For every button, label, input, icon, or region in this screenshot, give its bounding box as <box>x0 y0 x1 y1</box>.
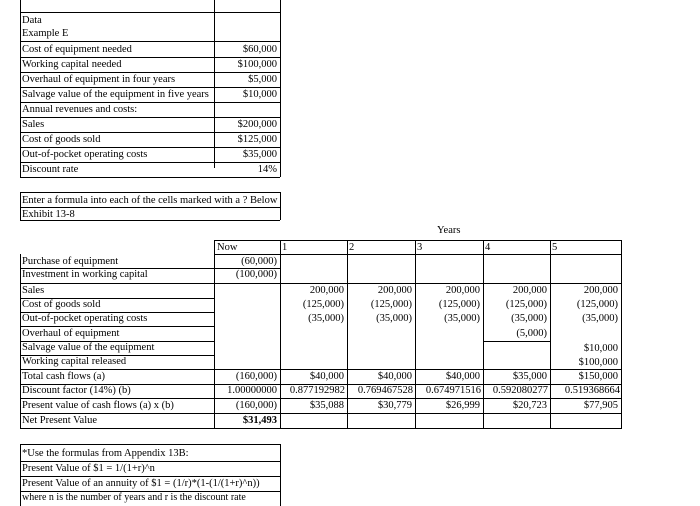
cell-y3[interactable]: $26,999 <box>445 400 480 411</box>
data-title: Data <box>22 15 42 26</box>
note-line: *Use the formulas from Appendix 13B: <box>22 448 189 459</box>
cell-now[interactable]: 1.00000000 <box>227 385 277 396</box>
row-label: Working capital released <box>22 356 127 367</box>
cell-y5[interactable]: $100,000 <box>578 357 618 368</box>
cell-y5[interactable]: $10,000 <box>583 343 618 354</box>
cell-y2[interactable]: 200,000 <box>377 285 412 296</box>
data-label-discount: Discount rate <box>22 164 79 175</box>
row-label: Discount factor (14%) (b) <box>22 385 131 396</box>
cell-y2[interactable]: $30,779 <box>377 400 412 411</box>
data-value-discount[interactable]: 14% <box>257 164 277 175</box>
row-label: Out-of-pocket operating costs <box>22 313 148 324</box>
col-header-3: 3 <box>417 242 423 253</box>
data-label-annual: Annual revenues and costs: <box>22 104 138 115</box>
data-label-working-capital: Working capital needed <box>22 59 122 70</box>
note-line: Present Value of an annuity of $1 = (1/r)*(1-(1/(1+r)^n)) <box>22 478 260 489</box>
cell-y5[interactable]: $150,000 <box>578 371 618 382</box>
data-value-oop[interactable]: $35,000 <box>242 149 277 160</box>
row-label: Purchase of equipment <box>22 256 119 267</box>
row-label: Investment in working capital <box>22 269 148 280</box>
cell-y1[interactable]: (125,000) <box>302 299 344 310</box>
data-label-cogs: Cost of goods sold <box>22 134 101 145</box>
cell-y2[interactable]: $40,000 <box>377 371 412 382</box>
cell-y4[interactable]: (125,000) <box>505 299 547 310</box>
years-header: Years <box>437 225 461 236</box>
data-value-working-capital[interactable]: $100,000 <box>237 59 277 70</box>
cell-y3[interactable]: $40,000 <box>445 371 480 382</box>
cell-y4[interactable]: (35,000) <box>511 313 547 324</box>
row-label: Salvage value of the equipment <box>22 342 155 353</box>
row-label: Sales <box>22 285 45 296</box>
cell-y5[interactable]: (35,000) <box>582 313 618 324</box>
exhibit-label: Exhibit 13-8 <box>22 209 75 220</box>
cell-y4[interactable]: 200,000 <box>512 285 547 296</box>
cell-y1[interactable]: 0.877192982 <box>289 385 345 396</box>
cell-y5[interactable]: $77,905 <box>583 400 618 411</box>
cell-y1[interactable]: 200,000 <box>309 285 344 296</box>
row-label: Net Present Value <box>22 415 98 426</box>
data-label-salvage: Salvage value of the equipment in five years <box>22 89 209 100</box>
data-label-oop: Out-of-pocket operating costs <box>22 149 148 160</box>
cell-now[interactable]: (60,000) <box>241 256 277 267</box>
instruction-text: Enter a formula into each of the cells marked with a ? Below <box>22 195 278 206</box>
cell-y3[interactable]: (35,000) <box>444 313 480 324</box>
cell-y5[interactable]: 0.519368664 <box>564 385 620 396</box>
col-header-now: Now <box>217 242 238 253</box>
row-label: Total cash flows (a) <box>22 371 105 382</box>
col-header-1: 1 <box>282 242 288 253</box>
cell-now[interactable]: (160,000) <box>235 371 277 382</box>
cell-y5[interactable]: 200,000 <box>583 285 618 296</box>
row-label: Overhaul of equipment <box>22 328 120 339</box>
cell-y3[interactable]: 0.674971516 <box>425 385 481 396</box>
cell-y4[interactable]: $20,723 <box>512 400 547 411</box>
data-label-cost-equipment: Cost of equipment needed <box>22 44 132 55</box>
data-value-cogs[interactable]: $125,000 <box>237 134 277 145</box>
npv-value[interactable]: $31,493 <box>242 415 277 426</box>
data-value-cost-equipment[interactable]: $60,000 <box>242 44 277 55</box>
cell-y4[interactable]: $35,000 <box>512 371 547 382</box>
data-value-salvage[interactable]: $10,000 <box>242 89 277 100</box>
cell-y5[interactable]: (125,000) <box>576 299 618 310</box>
cell-y1[interactable]: (35,000) <box>308 313 344 324</box>
col-header-5: 5 <box>552 242 558 253</box>
col-header-4: 4 <box>485 242 491 253</box>
example-label: Example E <box>22 28 69 39</box>
data-value-overhaul[interactable]: $5,000 <box>248 74 277 85</box>
cell-now[interactable]: (100,000) <box>235 269 277 280</box>
cell-now[interactable]: (160,000) <box>235 400 277 411</box>
cell-y4[interactable]: 0.592080277 <box>492 385 548 396</box>
data-value-sales[interactable]: $200,000 <box>237 119 277 130</box>
cell-y2[interactable]: (35,000) <box>376 313 412 324</box>
col-header-2: 2 <box>349 242 355 253</box>
row-label: Cost of goods sold <box>22 299 101 310</box>
cell-y2[interactable]: (125,000) <box>370 299 412 310</box>
cell-y3[interactable]: (125,000) <box>438 299 480 310</box>
note-line: where n is the number of years and r is the discount rate <box>22 492 246 503</box>
cell-y2[interactable]: 0.769467528 <box>357 385 413 396</box>
data-label-sales: Sales <box>22 119 45 130</box>
cell-y4[interactable]: (5,000) <box>516 328 547 339</box>
note-line: Present Value of $1 = 1/(1+r)^n <box>22 463 155 474</box>
cell-y3[interactable]: 200,000 <box>445 285 480 296</box>
cell-y1[interactable]: $40,000 <box>309 371 344 382</box>
cell-y1[interactable]: $35,088 <box>309 400 344 411</box>
row-label: Present value of cash flows (a) x (b) <box>22 400 174 411</box>
data-label-overhaul: Overhaul of equipment in four years <box>22 74 176 85</box>
